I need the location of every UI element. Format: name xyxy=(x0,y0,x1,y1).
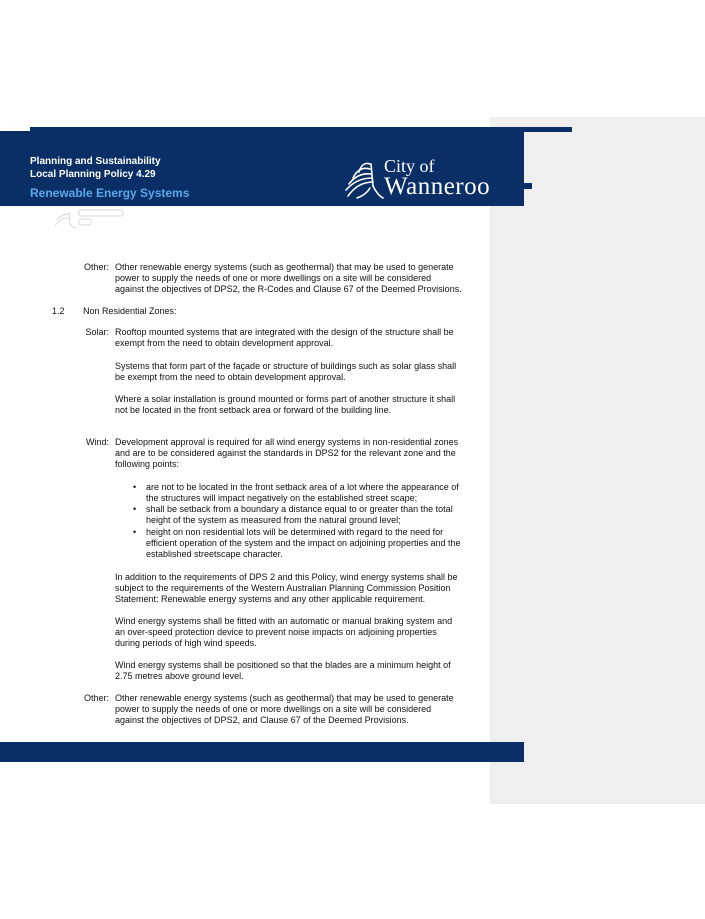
header-tab xyxy=(524,183,532,189)
other-label: Other: xyxy=(83,262,109,272)
bullet-text: the structures will impact negatively on the established street scape; xyxy=(146,493,418,503)
header-department: Planning and Sustainability xyxy=(30,156,161,167)
text-line: Statement: Renewable energy systems and any other applicable requirement. xyxy=(115,594,426,604)
wind-label: Wind: xyxy=(85,437,109,447)
bullet-text: efficient operation of the system and the impact on adjoining properties and the xyxy=(146,538,461,548)
text-line: 2.75 metres above ground level. xyxy=(115,671,244,681)
text-line: an over-speed protection device to prevent noise impacts on adjoining properties xyxy=(115,627,437,637)
text-line: subject to the requirements of the Western Australian Planning Commission Position xyxy=(115,583,451,593)
bullet-text: are not to be located in the front setback area of a lot where the appearance of xyxy=(146,482,459,492)
text-line: Wind energy systems shall be fitted with an automatic or manual braking system and xyxy=(115,616,453,626)
logo-name-text: Wanneroo xyxy=(384,173,491,200)
faded-logo-icon xyxy=(53,206,133,230)
text-line: not be located in the front setback area or forward of the building line. xyxy=(115,405,392,415)
text-line: Development approval is required for all wind energy systems in non-residential zones xyxy=(115,437,459,447)
section-title: Non Residential Zones: xyxy=(83,306,177,316)
text-line: against the objectives of DPS2, the R-Codes and Clause 67 of the Deemed Provisions. xyxy=(115,284,462,294)
solar-label: Solar: xyxy=(85,327,109,337)
bullet-icon: • xyxy=(133,482,137,492)
logo-city-text: City of xyxy=(384,156,435,176)
text-line: power to supply the needs of one or more dwellings on a site will be considered xyxy=(115,704,432,714)
text-line: In addition to the requirements of DPS 2 and this Policy, wind energy systems shall be xyxy=(115,572,458,582)
other-label: Other: xyxy=(83,693,109,703)
bullet-icon: • xyxy=(133,527,137,537)
text-line: exempt from the need to obtain development approval. xyxy=(115,338,334,348)
text-line: during periods of high wind speeds. xyxy=(115,638,257,648)
bullet-text: established streetscape character. xyxy=(146,549,283,559)
text-line: Other renewable energy systems (such as geothermal) that may be used to generate xyxy=(115,693,454,703)
text-line: Systems that form part of the façade or structure of buildings such as solar glass shall xyxy=(115,361,457,371)
text-line: following points: xyxy=(115,459,180,469)
text-line: Wind energy systems shall be positioned so that the blades are a minimum height of xyxy=(115,660,451,670)
side-panel xyxy=(490,117,705,804)
footer-band xyxy=(0,742,524,762)
text-line: Other renewable energy systems (such as geothermal) that may be used to generate xyxy=(115,262,454,272)
text-line: Rooftop mounted systems that are integrated with the design of the structure shall be xyxy=(115,327,454,337)
text-line: against the objectives of DPS2, and Clause 67 of the Deemed Provisions. xyxy=(115,715,409,725)
section-number: 1.2 xyxy=(52,306,65,316)
header-policy-title: Renewable Energy Systems xyxy=(30,186,190,200)
bullet-text: height of the system as measured from the natural ground level; xyxy=(146,515,401,525)
text-line: and are to be considered against the standards in DPS2 for the relevant zone and the xyxy=(115,448,456,458)
header-policy-number: Local Planning Policy 4.29 xyxy=(30,169,156,180)
bullet-text: height on non residential lots will be determined with regard to the need for xyxy=(146,527,444,537)
bullet-icon: • xyxy=(133,504,137,514)
text-line: Where a solar installation is ground mounted or forms part of another structure it shall xyxy=(115,394,456,404)
bullet-text: shall be setback from a boundary a distance equal to or greater than the total xyxy=(146,504,453,514)
text-line: power to supply the needs of one or more dwellings on a site will be considered xyxy=(115,273,432,283)
text-line: be exempt from the need to obtain development approval. xyxy=(115,372,346,382)
